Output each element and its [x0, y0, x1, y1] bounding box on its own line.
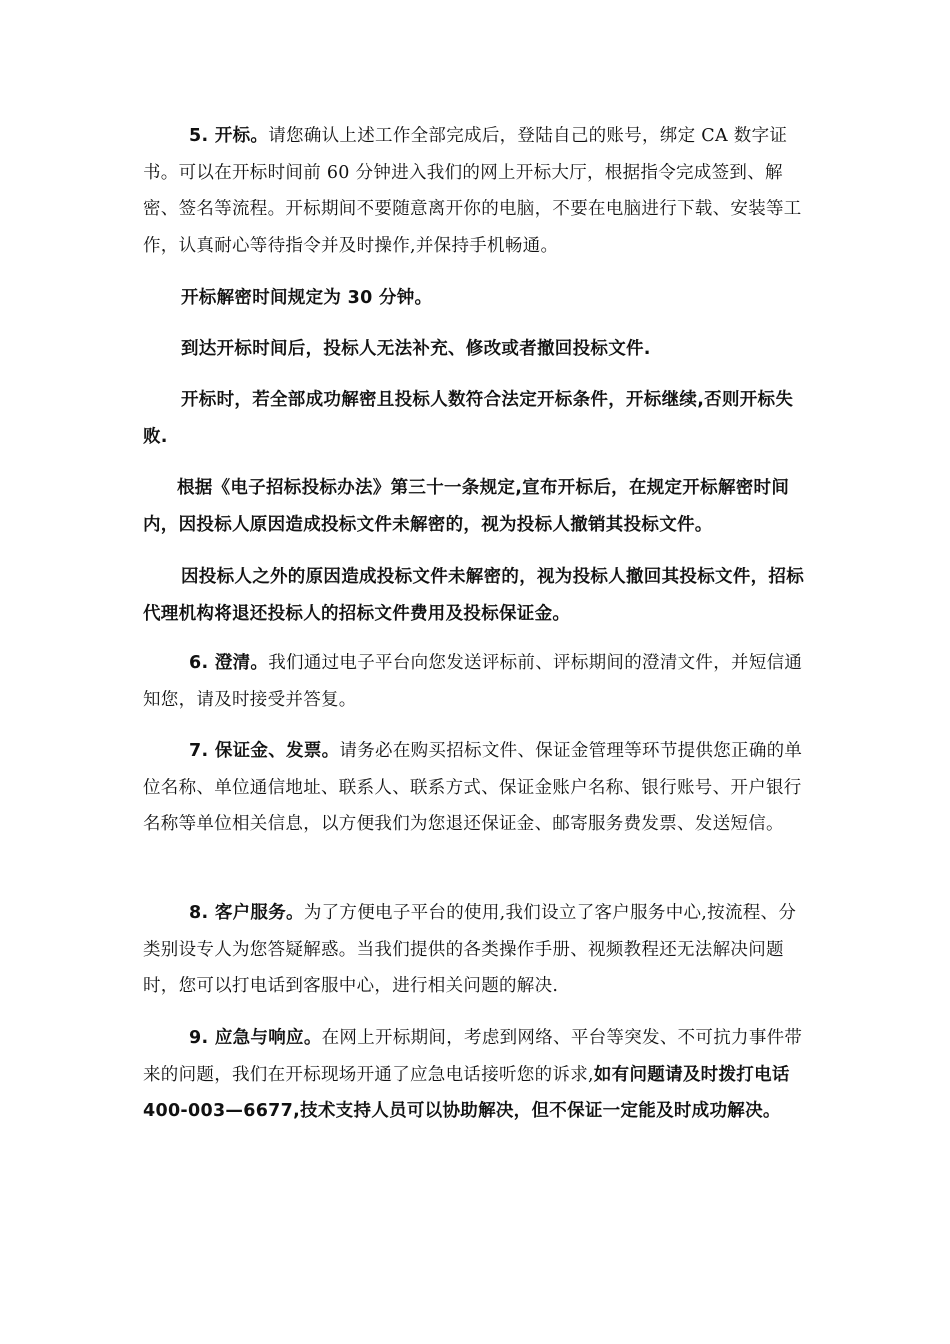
- note-decrypt-time: [143, 280, 811, 317]
- section-6-body: 我们通过电子平台向您发送评标前、评标期间的澄清文件，并短信通知您，请及时接受并答复。: [143, 653, 803, 710]
- section-9: [143, 1020, 811, 1130]
- section-7-heading: 7. 保证金、发票。: [189, 741, 340, 761]
- section-5: [143, 118, 811, 264]
- note-deadline: [143, 331, 811, 368]
- section-9-body: 在网上开标期间，考虑到网络、平台等突发、不可抗力事件带来的问题，我们在开标现场开通了应急电话接听您的诉求,: [143, 1028, 803, 1085]
- note-regulation-text: 根据《电子招标投标办法》第三十一条规定,宣布开标后，在规定开标解密时间内，因投标人原因造成投标文件未解密的，视为投标人撤销其投标文件。: [143, 478, 790, 535]
- note-deadline-text: 到达开标时间后，投标人无法补充、修改或者撤回投标文件.: [181, 339, 651, 359]
- section-7: [143, 733, 811, 843]
- section-8: [143, 895, 811, 1005]
- section-9-hotline: 如有问题请及时拨打电话 400-003—6677,技术支持人员可以协助解决，但不保证一定能及时成功解决。: [143, 1064, 790, 1121]
- section-6-heading: 6. 澄清。: [189, 653, 269, 673]
- section-5-body: 请您确认上述工作全部完成后，登陆自己的账号，绑定 CA 数字证书。可以在开标时间前 60 分钟进入我们的网上开标大厅，根据指令完成签到、解密、签名等流程。开标期间不要随意离开你的电脑，不要在电脑进行下载、安装等工作，认真耐心等待指令并及时操作,并保持手机畅通。: [143, 126, 802, 256]
- section-9-heading: 9. 应急与响应。: [189, 1028, 322, 1048]
- note-other-causes-text: 因投标人之外的原因造成投标文件未解密的，视为投标人撤回其投标文件，招标代理机构将退还投标人的招标文件费用及投标保证金。: [143, 567, 804, 624]
- section-7-body: 请务必在购买招标文件、保证金管理等环节提供您正确的单位名称、单位通信地址、联系人、联系方式、保证金账户名称、银行账号、开户银行名称等单位相关信息，以方便我们为您退还保证金、邮寄服务费发票、发送短信。: [143, 741, 803, 834]
- section-6: [143, 645, 811, 718]
- note-other-causes: [143, 559, 811, 632]
- note-regulation: [143, 470, 811, 543]
- section-5-heading: 5. 开标。: [189, 126, 269, 146]
- note-open-conditions: [143, 382, 811, 455]
- note-open-conditions-text: 开标时，若全部成功解密且投标人数符合法定开标条件，开标继续,否则开标失败.: [143, 390, 794, 447]
- section-8-body: 为了方便电子平台的使用,我们设立了客户服务中心,按流程、分类别设专人为您答疑解惑。当我们提供的各类操作手册、视频教程还无法解决问题时，您可以打电话到客服中心，进行相关问题的解决.: [143, 903, 797, 996]
- note-decrypt-time-text: 开标解密时间规定为 30 分钟。: [181, 288, 433, 308]
- section-8-heading: 8. 客户服务。: [189, 903, 304, 923]
